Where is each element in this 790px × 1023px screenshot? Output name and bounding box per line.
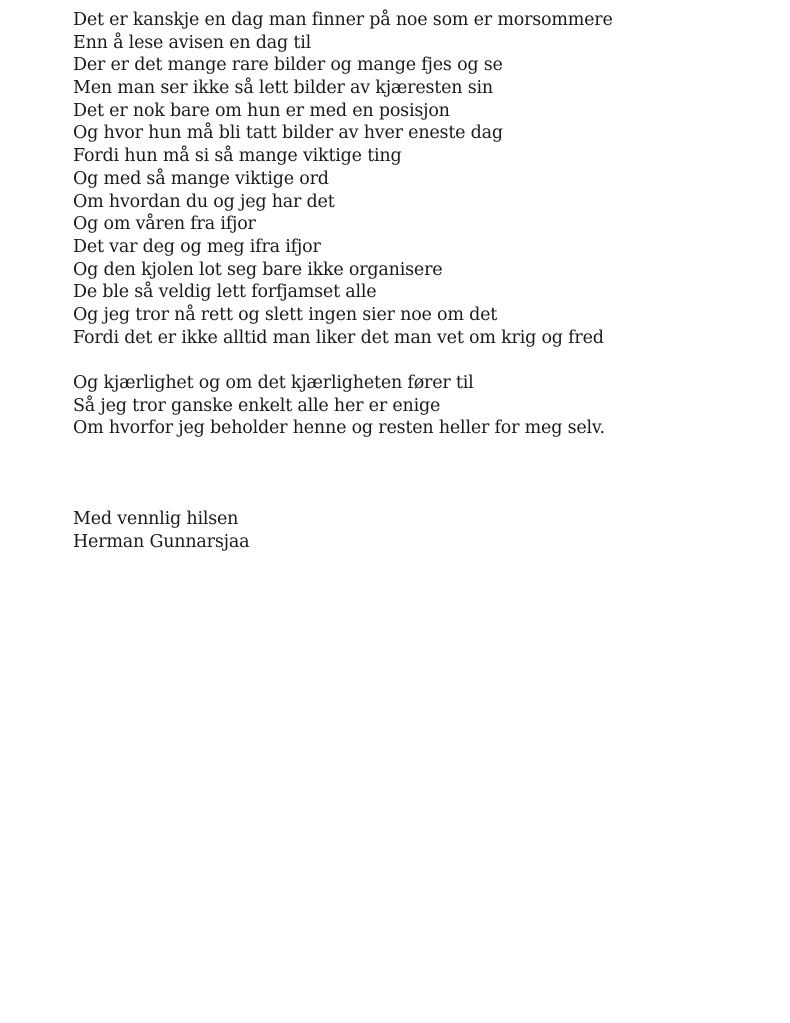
poem-line: Fordi hun må si så mange viktige ting [73, 146, 402, 167]
poem-line: Og den kjolen lot seg bare ikke organisere [73, 259, 443, 280]
closing-block [73, 508, 773, 553]
stanza-spacer [73, 349, 773, 372]
closing-spacer [73, 440, 773, 508]
poem-line: De ble så veldig lett forfjamset alle [73, 282, 377, 303]
poem-line: Der er det mange rare bilder og mange fjes og se [73, 55, 503, 76]
stanza-1 [73, 9, 773, 349]
poem-line: Og jeg tror nå rett og slett ingen sier noe om det [73, 304, 498, 325]
letter-body [73, 9, 773, 554]
poem-line: Men man ser ikke så lett bilder av kjæresten sin [73, 78, 493, 99]
poem-line: Det er nok bare om hun er med en posisjon [73, 100, 450, 121]
poem-line: Enn å lese avisen en dag til [73, 32, 312, 53]
poem-line: Og med så mange viktige ord [73, 168, 329, 189]
poem-line: Og kjærlighet og om det kjærligheten fører til [73, 373, 474, 393]
poem-line: Om hvorfor jeg beholder henne og resten heller for meg selv. [73, 418, 605, 439]
poem-line: Det var deg og meg ifra ifjor [73, 236, 321, 257]
poem-line: Og hvor hun må bli tatt bilder av hver eneste dag [73, 123, 503, 144]
poem-line: Om hvordan du og jeg har det [73, 191, 335, 212]
poem-line: Og om våren fra ifjor [73, 214, 256, 235]
poem-line: Så jeg tror ganske enkelt alle her er enige [73, 395, 441, 416]
signature-name: Herman Gunnarsjaa [73, 531, 250, 552]
poem-line: Det er kanskje en dag man finner på noe som er morsommere [73, 10, 613, 30]
poem-line: Fordi det er ikke alltid man liker det man vet om krig og fred [73, 327, 604, 348]
stanza-2 [73, 372, 773, 440]
closing-greeting: Med vennlig hilsen [73, 509, 239, 530]
